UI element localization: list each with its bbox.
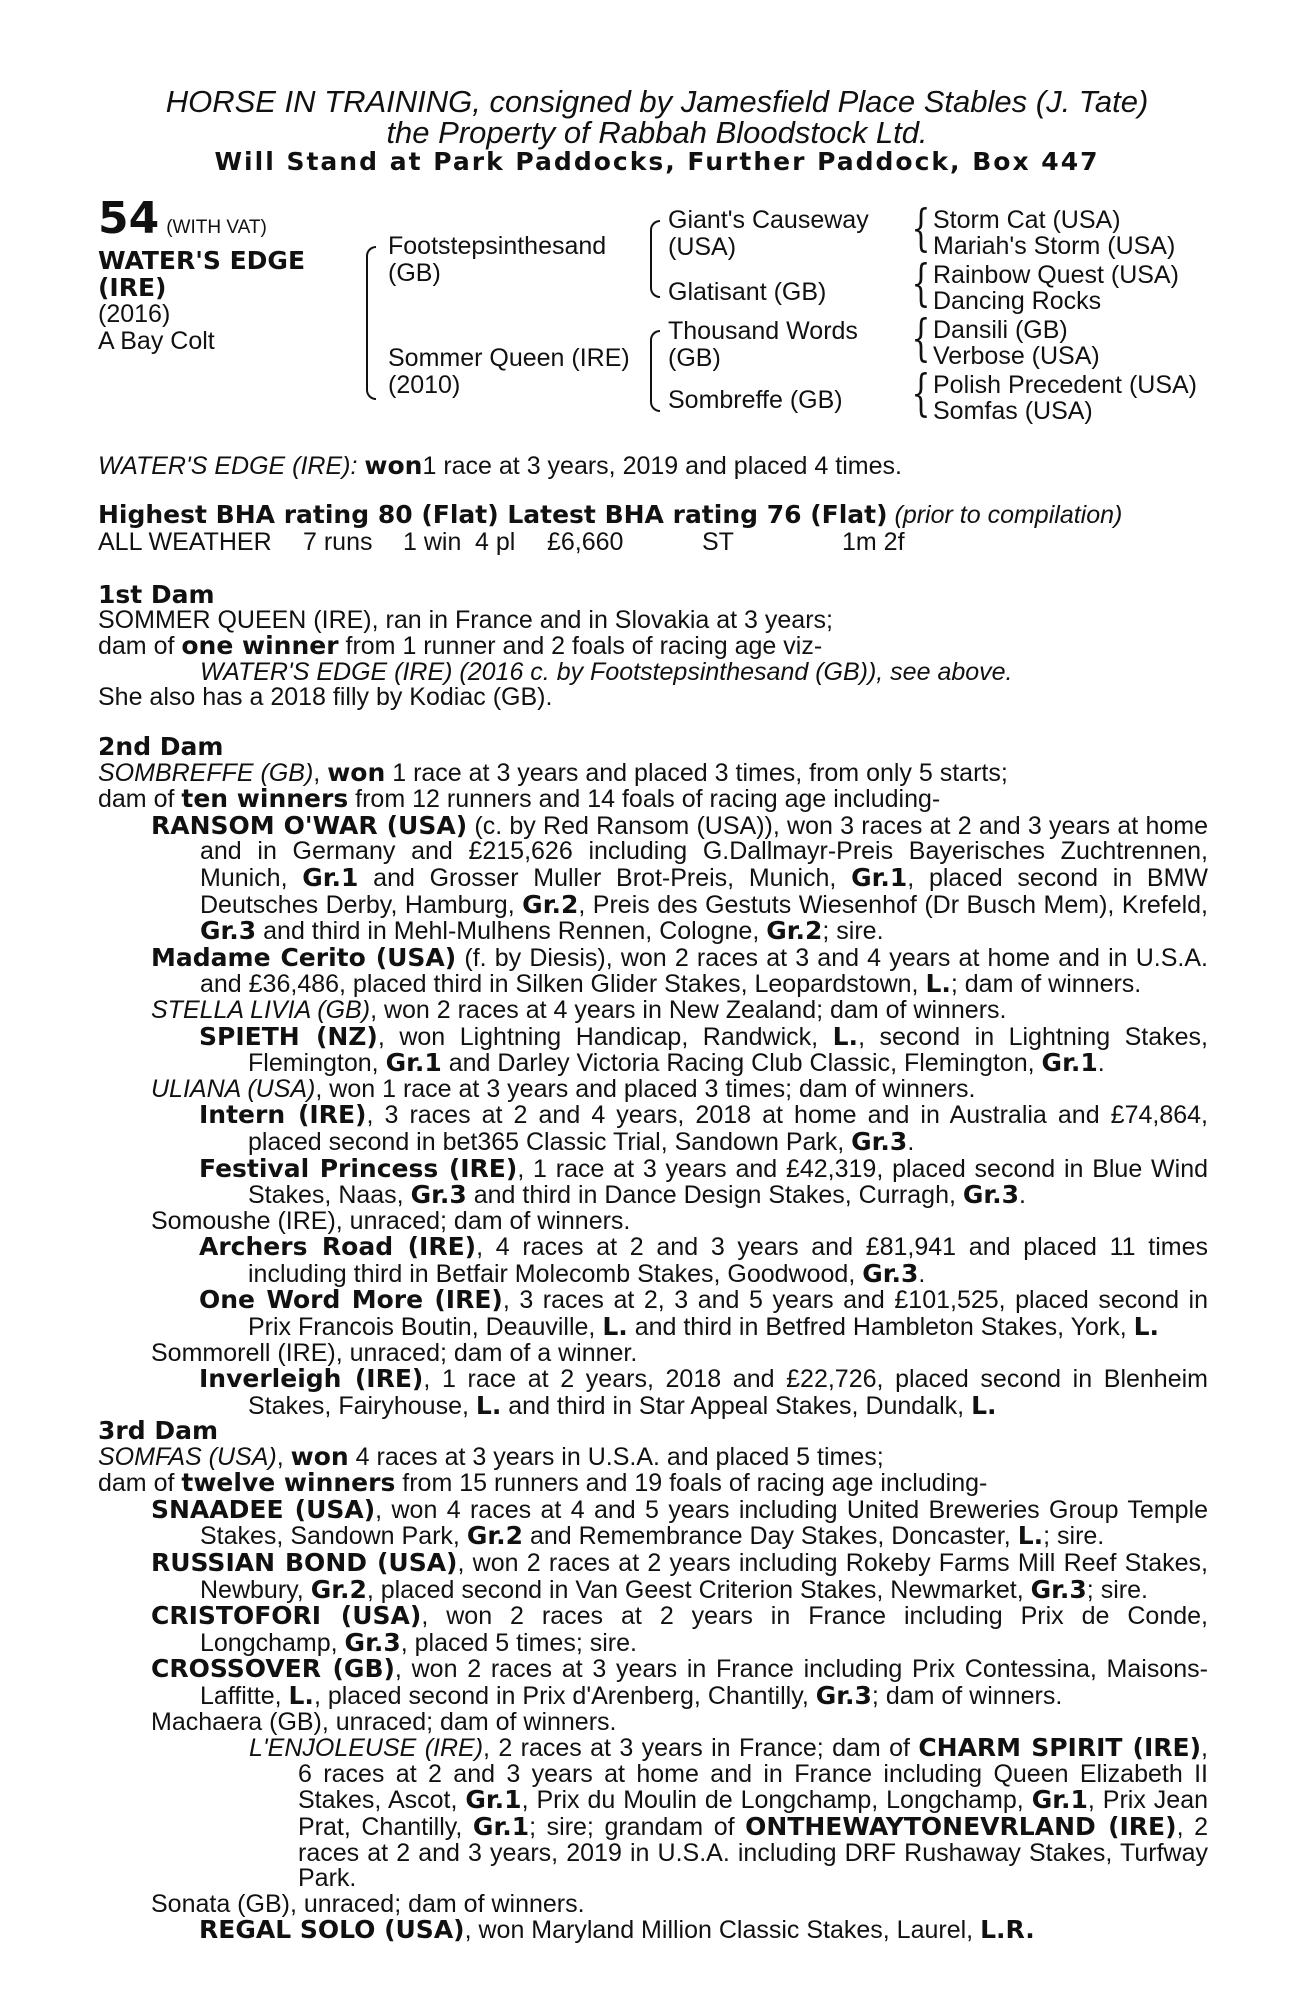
dam-sire-origin: (GB) <box>668 344 721 372</box>
vat-note: (WITH VAT) <box>166 217 267 238</box>
bha-rating: Highest BHA rating 80 (Flat) Latest BHA rating 76 (Flat) (prior to compilation) <box>98 500 1123 529</box>
first-dam-heading: 1st Dam <box>98 580 215 609</box>
progeny-intern: Intern (IRE), 3 races at 2 and 4 years, 2018 at home and in Australia and £74,864, placed second in bet365 Classic Trial, Sandown Park, Gr.3. <box>199 1100 1208 1156</box>
race-summary: WATER'S EDGE (IRE): won1 race at 3 years, 2019 and placed 4 times. <box>98 451 902 480</box>
foaling-year: (2016) <box>98 300 171 328</box>
location-line: Will Stand at Park Paddocks, Further Paddock, Box 447 <box>214 147 1100 176</box>
progeny-crossover: CROSSOVER (GB), won 2 races at 3 years in France including Prix Contessina, Maisons-Laffitte, L., placed second in Prix d'Arenberg, Chantilly, Gr.3; dam of winners. <box>151 1654 1208 1710</box>
property-line: the Property of Rabbah Bloodstock Ltd. <box>386 115 928 150</box>
progeny-inverleigh: Inverleigh (IRE), 1 race at 2 years, 2018 and £22,726, placed second in Blenheim Stakes, Fairyhouse, L. and third in Star Appeal Stakes, Dundalk, L. <box>199 1364 1208 1420</box>
sire-sire-origin: (USA) <box>668 233 737 261</box>
dam-name: Sommer Queen (IRE) <box>388 344 630 372</box>
progeny-ransom-owar: RANSOM O'WAR (USA) (c. by Red Ransom (USA)), won 3 races at 2 and 3 years at home and in Germany and £215,626 including G.Dallmayr-Preis Bayerisches Zuchtrennen, Munich, Gr.1 and Grosser Muller Brot-Preis, Munich, Gr.1, placed second in BMW Deutsches Derby, Hamburg, Gr.2, Preis des Gestuts Wiesenhof (Dr Busch Mem), Krefeld, Gr.3 and third in Mehl-Mulhens Rennen, Cologne, Gr.2; sire. <box>151 810 1208 946</box>
progeny-russian-bond: RUSSIAN BOND (USA), won 2 races at 2 years including Rokeby Farms Mill Reef Stakes, Newbury, Gr.2, placed second in Van Geest Criterion Stakes, Newmarket, Gr.3; sire. <box>151 1547 1209 1604</box>
progeny-lenjoleuse: L'ENJOLEUSE (IRE), 2 races at 3 years in France; dam of CHARM SPIRIT (IRE), 6 races at 2 and 3 years at home and in France including Queen Elizabeth II Stakes, Ascot, Gr.1, Prix du Moulin de Longchamp, Longchamp, Gr.1, Prix Jean Prat, Chantilly, Gr.1; sire; grandam of ONTHEWAYTONEVRLAND (IRE), 2 races at 2 and 3 years, 2019 in U.S.A. including DRF Rushaway Stakes, Turfway Park. <box>249 1733 1209 1893</box>
horse-description: A Bay Colt <box>98 327 215 355</box>
progeny-regal-solo: REGAL SOLO (USA), won Maryland Million Classic Stakes, Laurel, L.R. <box>199 1915 1035 1945</box>
first-dam-section: 1st Dam SOMMER QUEEN (IRE), ran in France and in Slovakia at 3 years; dam of one winner from 1 runner and 2 foals of racing age viz- WATER'S EDGE (IRE) (2016 c. by Footstepsinthesand (GB)), see above. She also has a 2018 filly by Kodiac (GB). <box>98 582 1208 711</box>
progeny-snaadee: SNAADEE (USA), won 4 races at 4 and 5 years including United Breweries Group Temple Stakes, Sandown Park, Gr.2 and Remembrance Day Stakes, Doncaster, L.; sire. <box>151 1494 1208 1551</box>
progeny-stella-livia: STELLA LIVIA (GB), won 2 races at 4 years in New Zealand; dam of winners. <box>151 995 1007 1024</box>
lot-number-row <box>98 193 358 244</box>
third-dam-section: 3rd Dam SOMFAS (USA), won 4 races at 3 years in U.S.A. and placed 5 times; dam of twelve winners from 15 runners and 19 foals of racing age including- SNAADEE (USA), won 4 races at 4 and 5 years including United Breweries Group Temple Stakes, Sandown Park, Gr.2 and Remembrance Day Stakes, Doncaster, L.; sire. RUSSIAN BOND (USA), won 2 races at 2 years including Rokeby Farms Mill Reef Stakes, Newbury, Gr.2, placed second in Van Geest Criterion Stakes, Newmarket, Gr.3; sire. CRISTOFORI (USA), won 2 races at 2 years in France including Prix de Conde, Longchamp, Gr.3, placed 5 times; sire. CROSSOVER (GB), won 2 races at 3 years in France including Prix Contessina, Maisons-Laffitte, L., placed second in Prix d'Arenberg, Chantilly, Gr.3; dam of winners. Machaera (GB), unraced; dam of winners. L'ENJOLEUSE (IRE), 2 races at 3 years in France; dam of CHARM SPIRIT (IRE), 6 races at 2 and 3 years at home and in France including Queen Elizabeth II Stakes, Ascot, Gr.1, Prix du Moulin de Longchamp, Longchamp, Gr.1, Prix Jean Prat, Chantilly, Gr.1; sire; grandam of ONTHEWAYTONEVRLAND (IRE), 2 races at 2 and 3 years, 2019 in U.S.A. including DRF Rushaway Stakes, Turfway Park. Sonata (GB), unraced; dam of winners. REGAL SOLO (USA), won Maryland Million Classic Stakes, Laurel, L.R. <box>98 1416 1209 1945</box>
grandsire-1: Storm Cat (USA) <box>933 206 1121 234</box>
lot-number: 54 <box>98 193 160 244</box>
progeny-sonata: Sonata (GB), unraced; dam of winners. <box>151 1889 585 1918</box>
dam-year: (2010) <box>388 371 461 399</box>
third-dam-heading: 3rd Dam <box>98 1416 218 1445</box>
progeny-spieth: SPIETH (NZ), won Lightning Handicap, Randwick, L., second in Lightning Stakes, Flemington, Gr.1 and Darley Victoria Racing Club Classic, Flemington, Gr.1. <box>199 1021 1208 1078</box>
pedigree-bracket-dam <box>650 330 660 412</box>
progeny-uliana: ULIANA (USA), won 1 race at 3 years and placed 3 times; dam of winners. <box>151 1074 976 1103</box>
pedigree-brace-3: { <box>911 309 931 367</box>
pedigree-bracket-sire <box>650 220 660 298</box>
granddam-2: Dancing Rocks <box>933 287 1102 315</box>
second-dam-heading: 2nd Dam <box>98 732 224 761</box>
granddam-1: Mariah's Storm (USA) <box>933 232 1176 260</box>
race-record: ALL WEATHER 7 runs 1 win 4 pl £6,660 ST 1m 2f <box>98 528 905 556</box>
horse-name: WATER'S EDGE <box>98 246 306 275</box>
grandsire-4: Polish Precedent (USA) <box>933 371 1198 399</box>
horse-suffix: (IRE) <box>98 273 167 302</box>
progeny-sommorell: Sommorell (IRE), unraced; dam of a winner. <box>151 1338 638 1367</box>
progeny-festival-princess: Festival Princess (IRE), 1 race at 3 years and £42,319, placed second in Blue Wind Stakes, Naas, Gr.3 and third in Dance Design Stakes, Curragh, Gr.3. <box>199 1153 1208 1210</box>
grandsire-3: Dansili (GB) <box>933 316 1068 344</box>
sire-name: Footstepsinthesand <box>388 232 607 260</box>
pedigree-bracket-main <box>366 246 376 400</box>
lot-info <box>98 193 358 355</box>
progeny-one-word-more: One Word More (IRE), 3 races at 2, 3 and 5 years and £101,525, placed second in Prix Francois Boutin, Deauville, L. and third in Betfred Hambleton Stakes, York, L. <box>199 1285 1208 1342</box>
dam-dam: Sombreffe (GB) <box>668 386 843 414</box>
progeny-archers-road: Archers Road (IRE), 4 races at 2 and 3 years and £81,941 and placed 11 times including third in Betfair Molecomb Stakes, Goodwood, Gr.3. <box>199 1232 1208 1288</box>
grandsire-2: Rainbow Quest (USA) <box>933 261 1179 289</box>
pedigree-brace-1: { <box>911 199 931 257</box>
sire-dam: Glatisant (GB) <box>668 278 827 306</box>
second-dam-section: 2nd Dam SOMBREFFE (GB), won 1 race at 3 years and placed 3 times, from only 5 starts; dam of ten winners from 12 runners and 14 foals of racing age including- RANSOM O'WAR (USA) (c. by Red Ransom (USA)), won 3 races at 2 and 3 years at home and in Germany and £215,626 including G.Dallmayr-Preis Bayerisches Zuchtrennen, Munich, Gr.1 and Grosser Muller Brot-Preis, Munich, Gr.1, placed second in BMW Deutsches Derby, Hamburg, Gr.2, Preis des Gestuts Wiesenhof (Dr Busch Mem), Krefeld, Gr.3 and third in Mehl-Mulhens Rennen, Cologne, Gr.2; sire. Madame Cerito (USA) (f. by Diesis), won 2 races at 3 and 4 years at home and in U.S.A. and £36,486, placed third in Silken Glider Stakes, Leopardstown, L.; dam of winners. STELLA LIVIA (GB), won 2 races at 4 years in New Zealand; dam of winners. SPIETH (NZ), won Lightning Handicap, Randwick, L., second in Lightning Stakes, Flemington, Gr.1 and Darley Victoria Racing Club Classic, Flemington, Gr.1. ULIANA (USA), won 1 race at 3 years and placed 3 times; dam of winners. Intern (IRE), 3 races at 2 and 4 years, 2018 at home and in Australia and £74,864, placed second in bet365 Classic Trial, Sandown Park, Gr.3. Festival Princess (IRE), 1 race at 3 years and £42,319, placed second in Blue Wind Stakes, Naas, Gr.3 and third in Dance Design Stakes, Curragh, Gr.3. Somoushe (IRE), unraced; dam of winners. Archers Road (IRE), 4 races at 2 and 3 years and £81,941 and placed 11 times including third in Betfair Molecomb Stakes, Goodwood, Gr.3. One Word More (IRE), 3 races at 2, 3 and 5 years and £101,525, placed second in Prix Francois Boutin, Deauville, L. and third in Betfred Hambleton Stakes, York, L. Sommorell (IRE), unraced; dam of a winner. Inverleigh (IRE), 1 race at 2 years, 2018 and £22,726, placed second in Blenheim Stakes, Fairyhouse, L. and third in Star Appeal Stakes, Dundalk, L. <box>98 732 1208 1420</box>
progeny-cristofori: CRISTOFORI (USA), won 2 races at 2 years in France including Prix de Conde, Longchamp, Gr.3, placed 5 times; sire. <box>151 1601 1208 1657</box>
progeny-madame-cerito: Madame Cerito (USA) (f. by Diesis), won 2 races at 3 and 4 years at home and in U.S.A. and £36,486, placed third in Silken Glider Stakes, Leopardstown, L.; dam of winners. <box>151 942 1208 999</box>
pedigree-brace-4: { <box>911 364 931 422</box>
progeny-machaera: Machaera (GB), unraced; dam of winners. <box>151 1707 617 1736</box>
pedigree-brace-2: { <box>911 254 931 312</box>
granddam-4: Somfas (USA) <box>933 397 1093 425</box>
granddam-3: Verbose (USA) <box>933 342 1100 370</box>
consignor-line: HORSE IN TRAINING, consigned by Jamesfield Place Stables (J. Tate) <box>165 84 1149 119</box>
progeny-somoushe: Somoushe (IRE), unraced; dam of winners. <box>151 1206 631 1235</box>
dam-sire: Thousand Words <box>668 317 858 345</box>
sire-origin: (GB) <box>388 259 441 287</box>
sire-sire: Giant's Causeway <box>668 206 869 234</box>
